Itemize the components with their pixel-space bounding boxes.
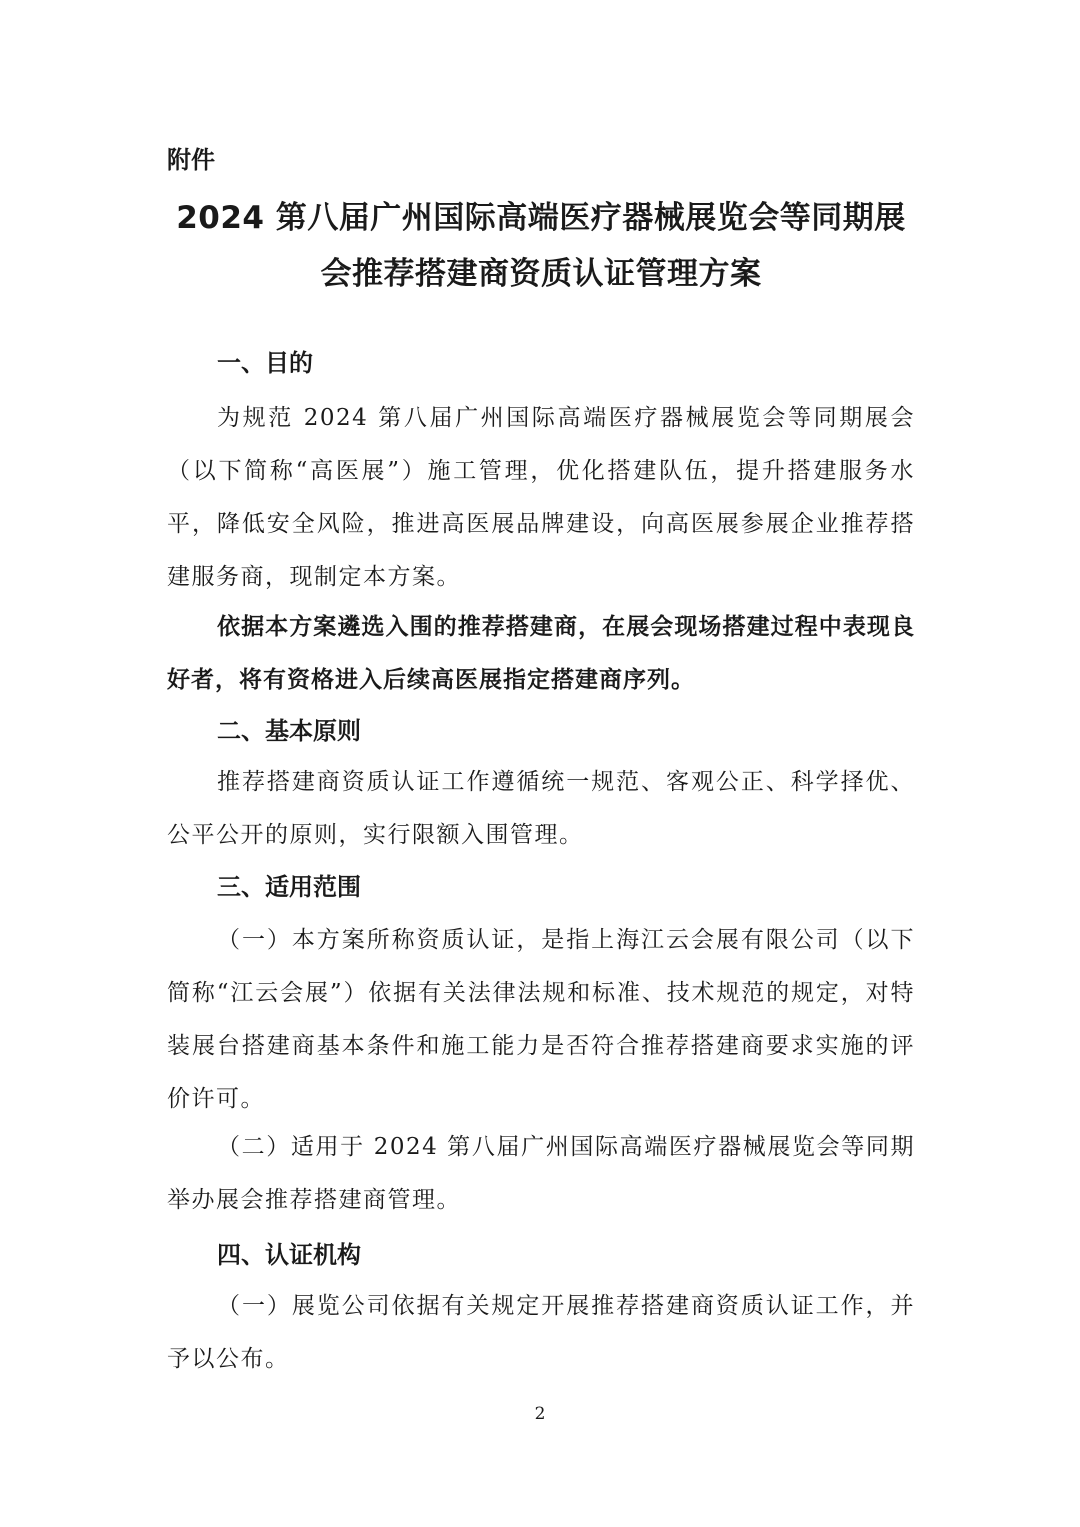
paragraph-purpose: 为规范 2024 第八届广州国际高端医疗器械展览会等同期展会（以下简称“高医展”）施工管理，优化搭建队伍，提升搭建服务水平，降低安全风险，推进高医展品牌建设，向高医展参展企业推荐搭建服务商，现制定本方案。 [167,405,915,590]
paragraph-scope-1: （一）本方案所称资质认证，是指上海江云会展有限公司（以下简称“江云会展”）依据有关法律法规和标准、技术规范的规定，对特装展台搭建商基本条件和施工能力是否符合推荐搭建商要求实施的评价许可。 [167,927,915,1112]
section-heading-scope: 三、适用范围 [217,873,361,901]
section-heading-principles: 二、基本原则 [217,717,361,745]
section-heading-agency: 四、认证机构 [217,1241,361,1269]
title-line-2: 会推荐搭建商资质认证管理方案 [320,256,762,292]
page-number: 2 [534,1404,546,1424]
title-line-1: 2024 第八届广州国际高端医疗器械展览会等同期展 [176,200,906,236]
paragraph-principles: 推荐搭建商资质认证工作遵循统一规范、客观公正、科学择优、公平公开的原则，实行限额入围管理。 [167,769,915,848]
paragraph-scope-2: （二）适用于 2024 第八届广州国际高端医疗器械展览会等同期举办展会推荐搭建商管理。 [167,1134,915,1213]
paragraph-purpose-bold: 依据本方案遴选入围的推荐搭建商，在展会现场搭建过程中表现良好者，将有资格进入后续高医展指定搭建商序列。 [167,614,915,693]
section-heading-purpose: 一、目的 [217,349,313,377]
paragraph-agency-1: （一）展览公司依据有关规定开展推荐搭建商资质认证工作，并予以公布。 [167,1293,915,1372]
attachment-label: 附件 [167,146,215,174]
document-title [167,190,915,302]
